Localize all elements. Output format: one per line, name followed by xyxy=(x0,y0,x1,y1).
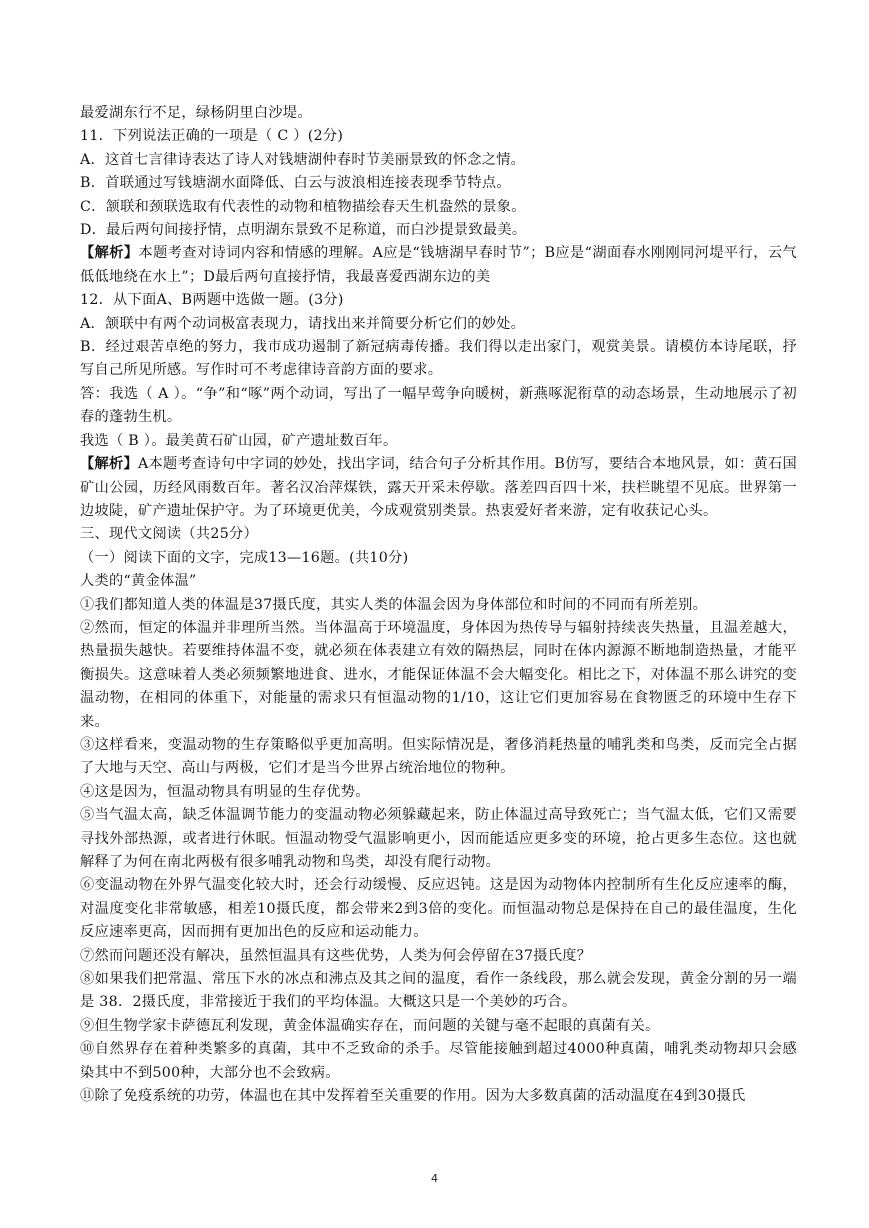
paragraph: ②然而，恒定的体温并非理所当然。当体温高于环境温度，身体因为热传导与辐射持续丧失热量，且温差越大，热量损失越快。若要维持体温不变，就必须在体表建立有效的隔热层，同时在体内源源不断地制造热量，才能平衡损失。这意味着人类必须频繁地进食、进水，才能保证体温不会大幅变化。相比之下，对体温不那么讲究的变温动物，在相同的体重下，对能量的需求只有恒温动物的1/10，这让它们更加容易在食物匮乏的环境中生存下来。 xyxy=(80,619,797,730)
paragraph: ⑧如果我们把常温、常压下水的冰点和沸点及其之间的温度，看作一条线段，那么就会发现，黄金分割的另一端是 38．2摄氏度，非常接近于我们的平均体温。大概这只是一个美妙的巧合。 xyxy=(80,971,797,1011)
paragraph: ①我们都知道人类的体温是37摄氏度，其实人类的体温会因为身体部位和时间的不同而有所差别。 xyxy=(80,596,708,613)
paragraph: 最爱湖东行不足，绿杨阴里白沙堤。 xyxy=(80,105,312,121)
paragraph: 我选（ B ）。最美黄石矿山园，矿产遗址数百年。 xyxy=(80,432,398,449)
paragraph: ⑩自然界存在着种类繁多的真菌，其中不乏致命的杀手。尽管能接触到超过4000种真菌，哺乳类动物却只会感染其中不到500种，大部分也不会致病。 xyxy=(80,1041,797,1081)
paragraph: ⑨但生物学家卡萨德瓦利发现，黄金体温确实存在，而问题的关键与毫不起眼的真菌有关。 xyxy=(80,1017,660,1034)
paragraph: B．经过艰苦卓绝的努力，我市成功遏制了新冠病毒传播。我们得以走出家门，观赏美景。请模仿本诗尾联，抒写自己所见所感。写作时可不考虑律诗音韵方面的要求。 xyxy=(80,339,797,379)
paragraph: ⑤当气温太高，缺乏体温调节能力的变温动物必须躲藏起来，防止体温过高导致死亡；当气温太低，它们又需要寻找外部热源，或者进行休眠。恒温动物受气温影响更小，因而能适应更多变的环境，抢占更多生态位。这也就解释了为何在南北两极有很多哺乳动物和鸟类，却没有爬行动物。 xyxy=(80,807,797,870)
page-number: 4 xyxy=(431,1172,438,1185)
analysis-text: 本题考查对诗词内容和情感的理解。A应是“钱塘湖早春时节”；B应是“湖面春水刚刚同河堤平行，云气低低地绕在水上”；D最后两句直接抒情，我最喜爱西湖东边的美 xyxy=(80,245,797,285)
paragraph: C．颔联和颈联选取有代表性的动物和植物描绘春天生机盎然的景象。 xyxy=(80,198,526,215)
paragraph: B．首联通过写钱塘湖水面降低、白云与波浪相连接表现季节特点。 xyxy=(80,175,511,192)
paragraph: ⑪除了免疫系统的功劳，体温也在其中发挥着至关重要的作用。因为大多数真菌的活动温度在4到30摄氏 xyxy=(80,1088,746,1105)
paragraph: 人类的“黄金体温” xyxy=(80,573,197,590)
paragraph: D．最后两句间接抒情，点明湖东景致不足称道，而白沙提景致最美。 xyxy=(80,222,527,239)
paragraph: A．这首七言律诗表达了诗人对钱塘湖仲春时节美丽景致的怀念之情。 xyxy=(80,151,526,168)
paragraph: A．颔联中有两个动词极富表现力，请找出来并简要分析它们的妙处。 xyxy=(80,315,526,332)
paragraph: ⑦然而问题还没有解决，虽然恒温具有这些优势，人类为何会停留在37摄氏度？ xyxy=(80,947,592,964)
paragraph: 11．下列说法正确的一项是（ C ）(2分) xyxy=(80,128,344,145)
paragraph xyxy=(80,242,797,289)
document-body xyxy=(80,102,797,1108)
paragraph: ⑥变温动物在外界气温变化较大时，还会行动缓慢、反应迟钝。这是因为动物体内控制所有生化反应速率的酶，对温度变化非常敏感，相差10摄氏度，都会带来2到3倍的变化。而恒温动物总是保持在自己的最佳温度，生化反应速率更高，因而拥有更加出色的反应和运动能力。 xyxy=(80,877,797,941)
analysis-text: A本题考查诗句中字词的妙处，找出字词，结合句子分析其作用。B仿写，要结合本地风景，如：黄石国矿山公园，历经风雨数百年。著名汉冶萍煤铁，露天开采未停歇。落差四百四十米，扶栏眺望不见底。世界第一边坡陡，矿产遗址保护守。为了环境更优美，今成观赏别类景。热衷爱好者来游，定有收获记心头。 xyxy=(80,456,797,519)
paragraph: 三、现代文阅读（共25分） xyxy=(80,526,259,543)
analysis-label: 【解析】 xyxy=(80,456,138,473)
paragraph xyxy=(80,453,797,523)
paragraph: 12．从下面A、B两题中选做一题。(3分) xyxy=(80,292,344,309)
paragraph: ③这样看来，变温动物的生存策略似乎更加高明。但实际情况是，奢侈消耗热量的哺乳类和鸟类，反而完全占据了大地与天空、高山与两极，它们才是当今世界占统治地位的物种。 xyxy=(80,736,797,777)
paragraph: 答：我选（ A ）。“争”和“啄”两个动词，写出了一幅早莺争向暖树，新燕啄泥衔草的动态场景，生动地展示了初春的蓬勃生机。 xyxy=(80,385,797,426)
paragraph: ④这是因为，恒温动物具有明显的生存优势。 xyxy=(80,783,370,800)
paragraph: （一）阅读下面的文字，完成13—16题。(共10分) xyxy=(80,549,409,566)
analysis-label: 【解析】 xyxy=(80,245,139,262)
